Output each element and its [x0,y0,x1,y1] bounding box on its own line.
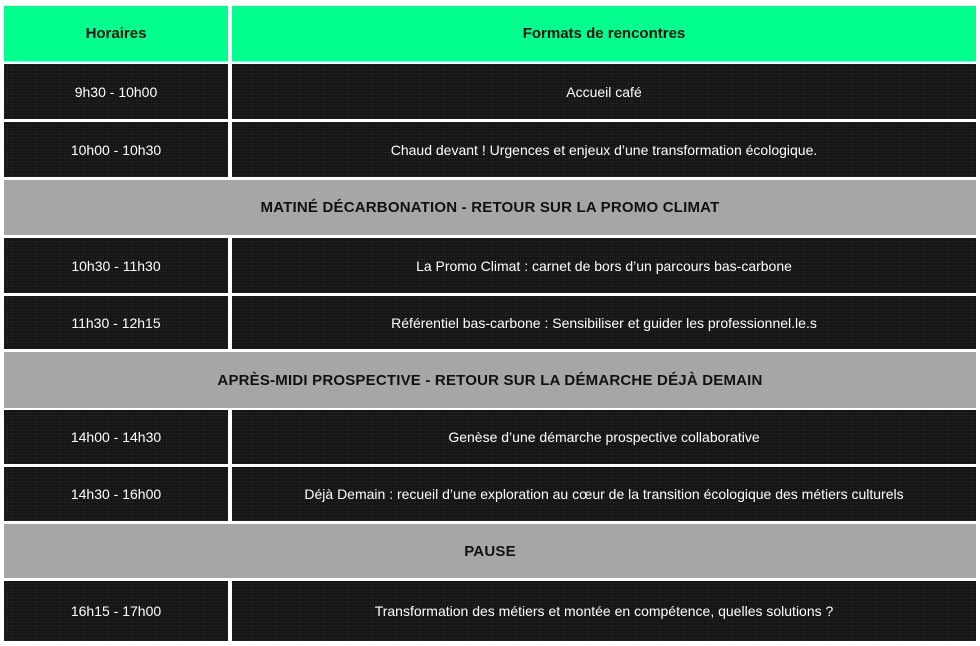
section-title: APRÈS-MIDI PROSPECTIVE - RETOUR SUR LA DÉMARCHE DÉJÀ DEMAIN [4,352,976,408]
table-header-row [4,6,976,61]
format-cell: Référentiel bas-carbone : Sensibiliser et guider les professionnel.le.s [232,296,976,349]
section-title: PAUSE [4,524,976,578]
section-title: MATINÉ DÉCARBONATION - RETOUR SUR LA PROMO CLIMAT [4,180,976,235]
table-row [4,122,976,177]
section-row [4,524,976,578]
table-row [4,64,976,119]
format-cell: Transformation des métiers et montée en compétence, quelles solutions ? [232,581,976,641]
table-row [4,581,976,641]
time-cell: 14h00 - 14h30 [4,410,228,464]
table-row [4,238,976,293]
table-row [4,410,976,464]
format-cell: Accueil café [232,64,976,119]
table-row [4,467,976,521]
format-cell: Déjà Demain : recueil d’une exploration au cœur de la transition écologique des métiers culturels [232,467,976,521]
format-cell: Genèse d’une démarche prospective collaborative [232,410,976,464]
table-row [4,296,976,349]
header-formats: Formats de rencontres [232,6,976,61]
time-cell: 10h00 - 10h30 [4,122,228,177]
format-cell: La Promo Climat : carnet de bors d’un parcours bas-carbone [232,238,976,293]
time-cell: 11h30 - 12h15 [4,296,228,349]
time-cell: 10h30 - 11h30 [4,238,228,293]
time-cell: 16h15 - 17h00 [4,581,228,641]
header-horaires: Horaires [4,6,228,61]
section-row [4,180,976,235]
section-row [4,352,976,408]
format-cell: Chaud devant ! Urgences et enjeux d’une transformation écologique. [232,122,976,177]
time-cell: 14h30 - 16h00 [4,467,228,521]
time-cell: 9h30 - 10h00 [4,64,228,119]
